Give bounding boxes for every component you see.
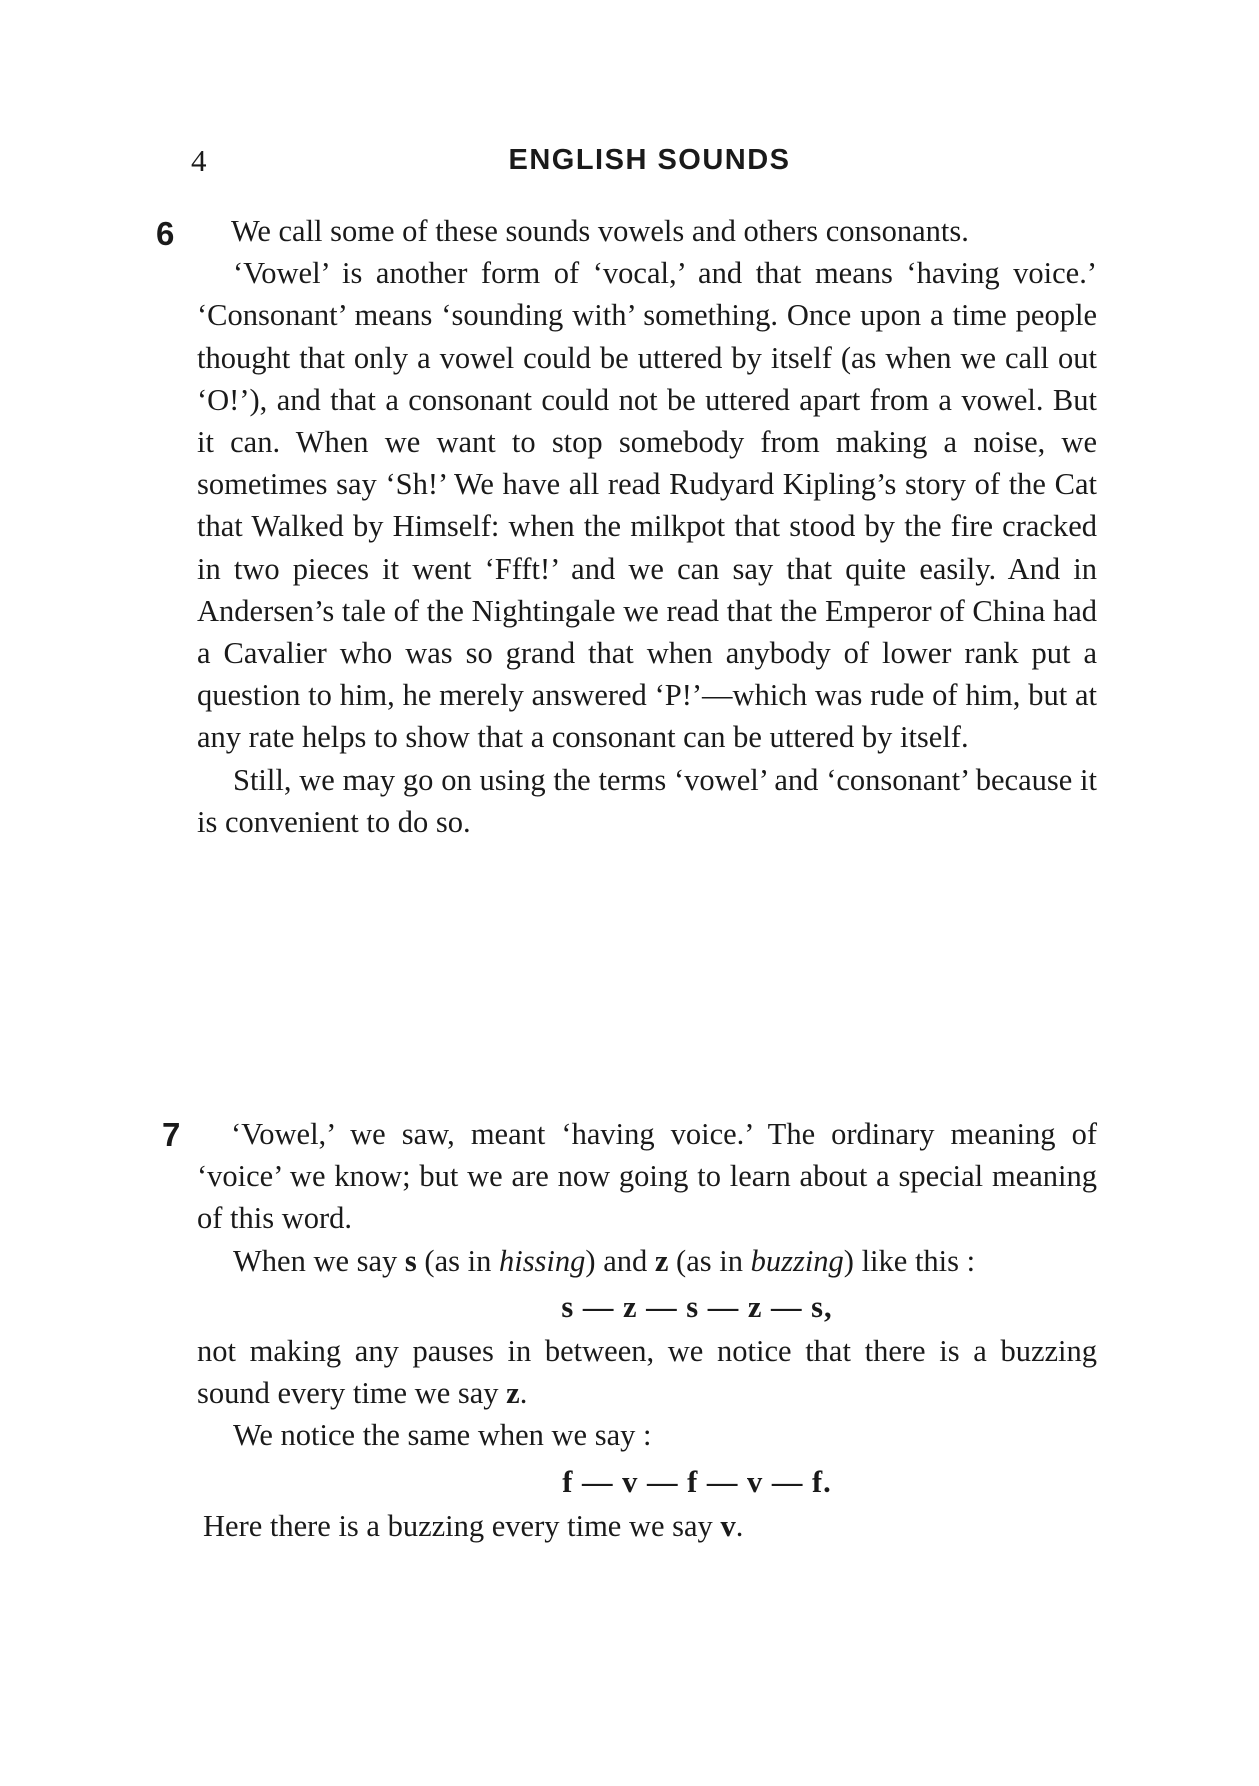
- paragraph: ‘Vowel’ is another form of ‘vocal,’ and that means ‘having voice.’ ‘Consonant’ means ‘sounding with’ something. Once upon a time people thought that only a vowel could be uttered by itself (as when we call out ‘O!’), and that a consonant could not be uttered apart from a vowel. But it can. When we want to stop somebody from making a noise, we sometimes say ‘Sh!’ We have all read Rudyard Kipling’s story of the Cat that Walked by Himself: when the milkpot that stood by the fire cracked in two pieces it went ‘Ffft!’ and we can say that quite easily. And in Andersen’s tale of the Nightingale we read that the Emperor of China had a Cavalier who was so grand that when anybody of lower rank put a question to him, he merely answered ‘P!’—which was rude of him, but at any rate helps to show that a consonant can be uttered by itself.: [197, 256, 1097, 755]
- paragraph: not making any pauses in between, we notice that there is a buzzing sound every time we say z.: [197, 1334, 1097, 1411]
- page-number: 4: [191, 143, 207, 178]
- paragraph: We notice the same when we say :: [233, 1418, 652, 1453]
- section-number: 6: [156, 215, 175, 252]
- formula: f — v — f — v — f.: [562, 1464, 832, 1499]
- formula: s — z — s — z — s,: [561, 1289, 833, 1324]
- paragraph: We call some of these sounds vowels and others consonants.: [231, 214, 969, 248]
- paragraph: Here there is a buzzing every time we say v.: [203, 1508, 744, 1543]
- paragraph: Still, we may go on using the terms ‘vowel’ and ‘consonant’ because it is convenient to do so.: [197, 762, 1097, 839]
- paragraph: When we say s (as in hissing) and z (as in buzzing) like this :: [233, 1243, 976, 1278]
- section-body: [197, 1113, 1097, 1547]
- paragraph: ‘Vowel,’ we saw, meant ‘having voice.’ The ordinary meaning of ‘voice’ we know; but we are now going to learn about a special meaning of this word.: [197, 1117, 1097, 1236]
- running-title: ENGLISH SOUNDS: [508, 144, 791, 176]
- section-body: [197, 210, 1097, 843]
- section-number: 7: [162, 1116, 181, 1153]
